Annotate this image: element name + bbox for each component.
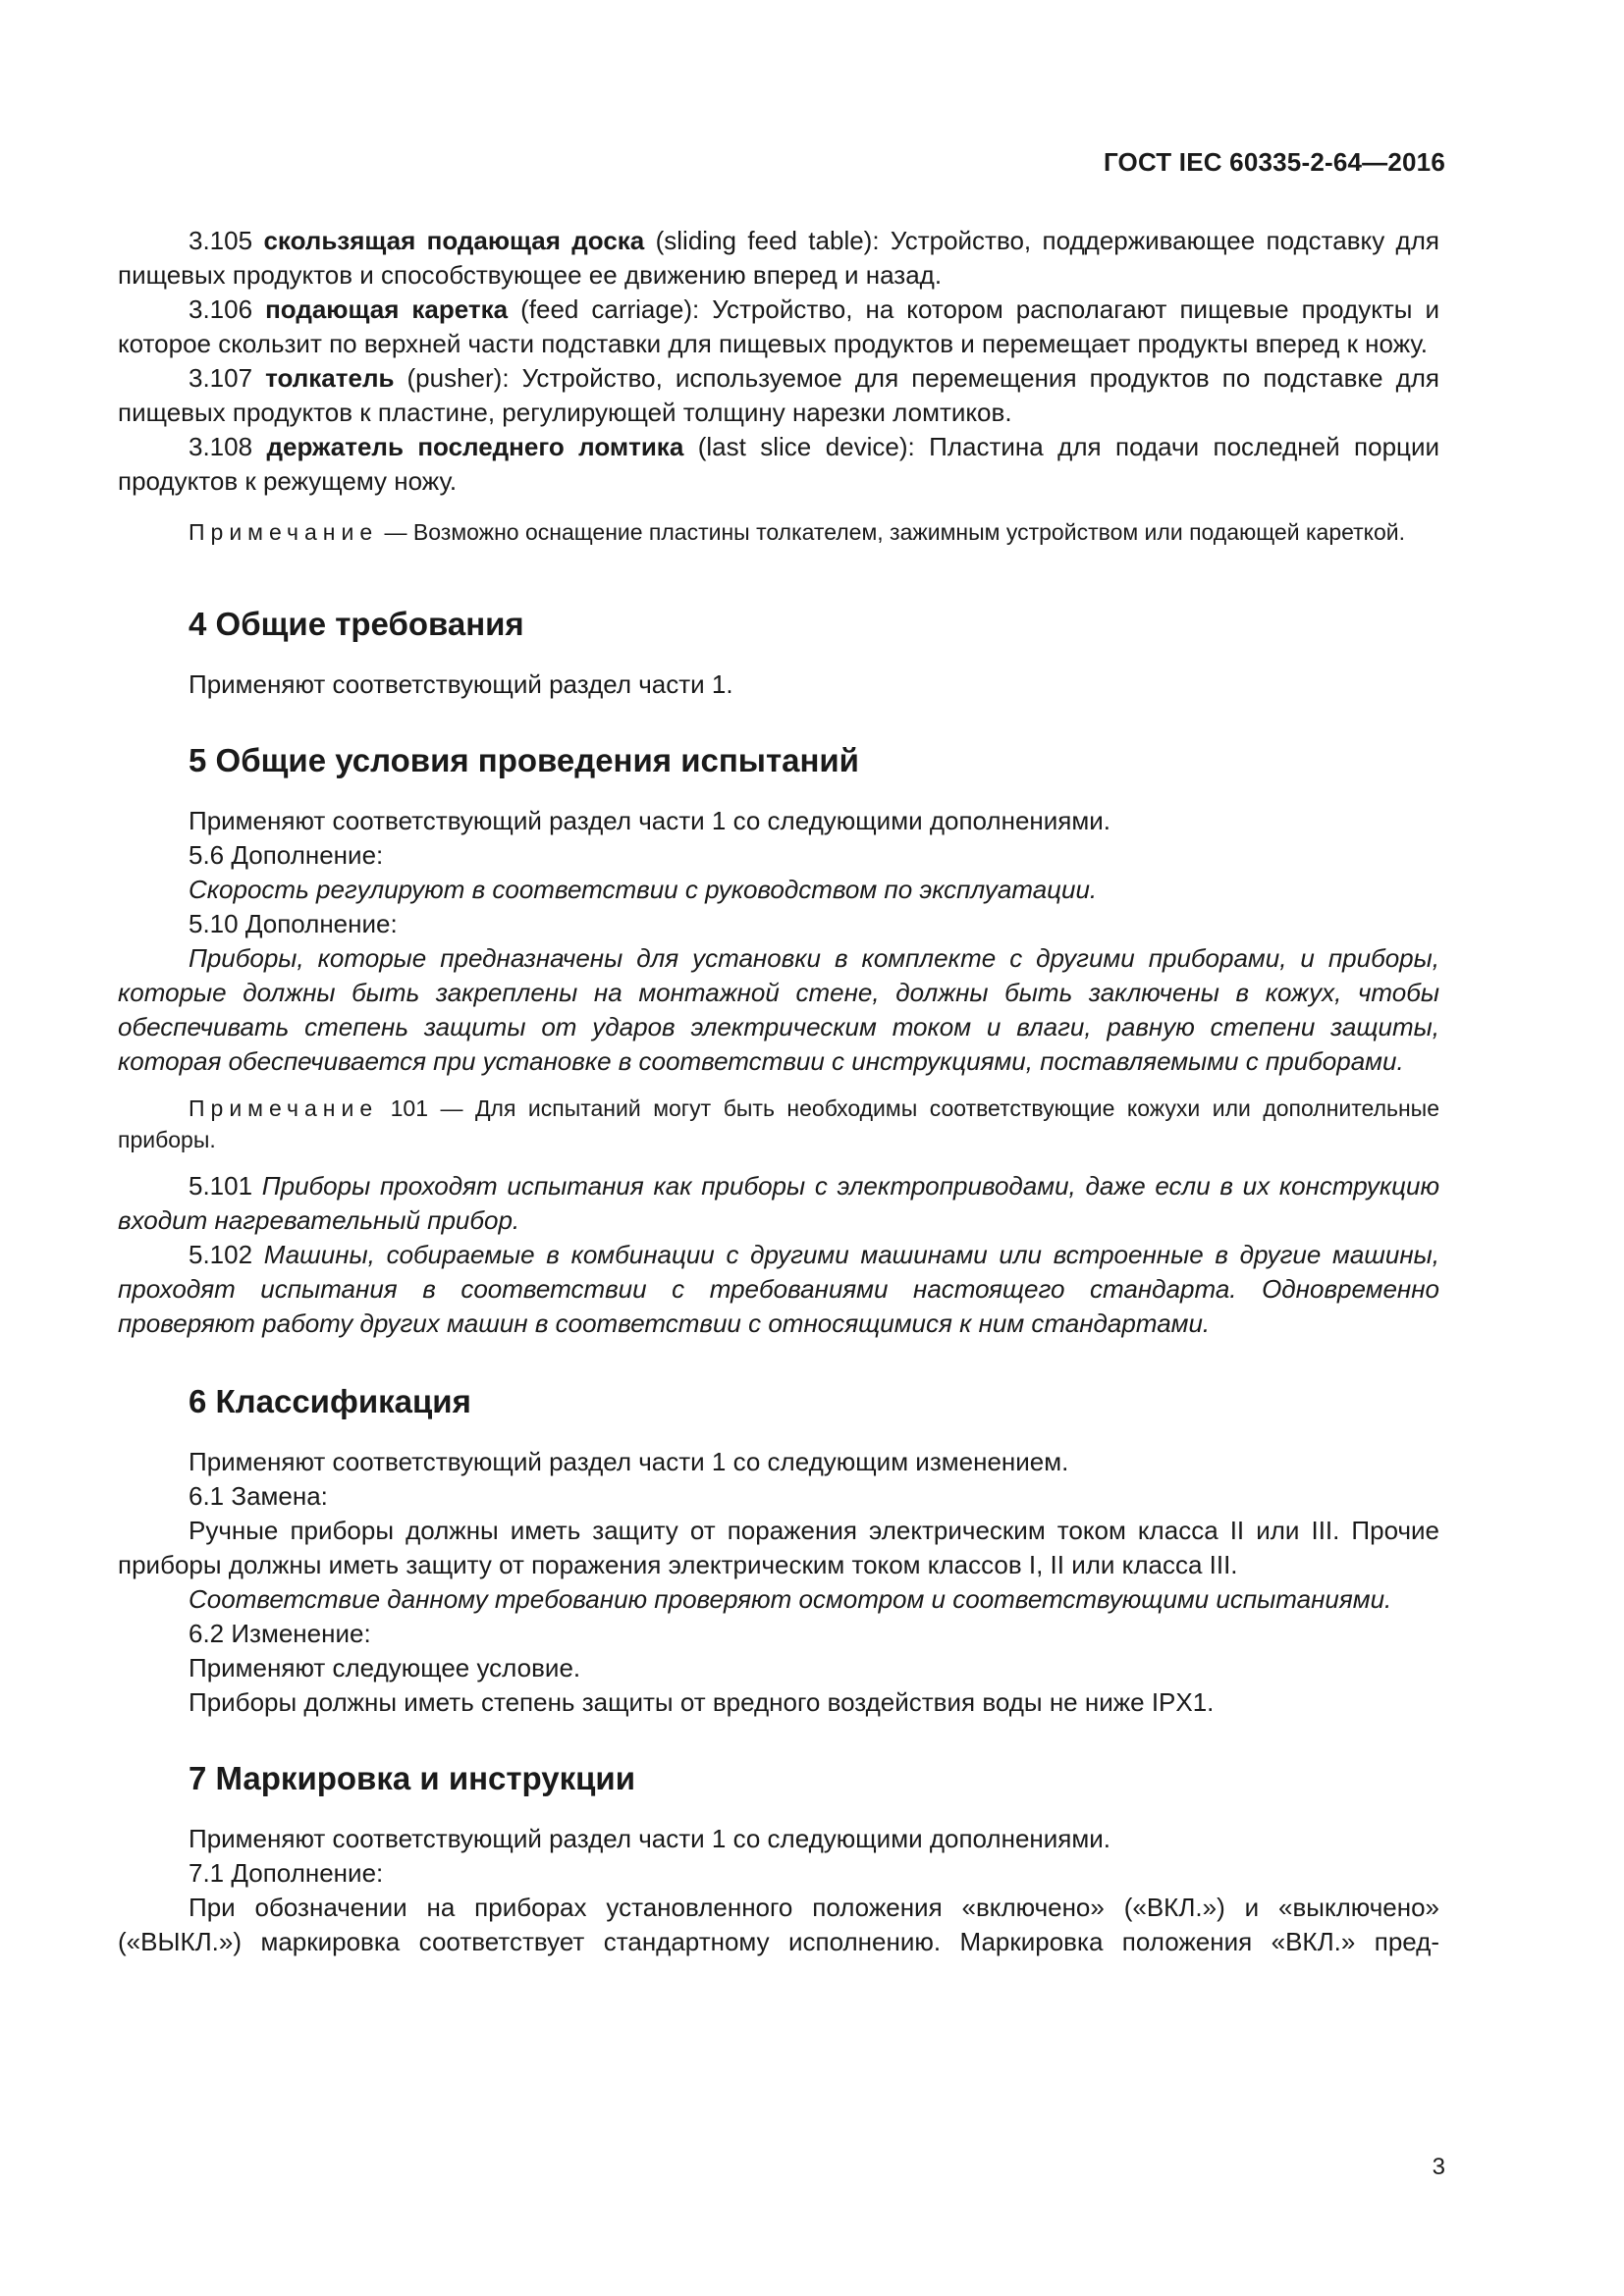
paragraph: 6.2 Изменение: [189,1619,371,1648]
paragraph: 6.1 Замена: [189,1481,328,1511]
term: держатель последнего ломтика [266,432,684,461]
paragraph: Применяют соответствующий раздел части 1 со следующим изменением. [189,1447,1069,1476]
definition-3-106: 3.106 подающая каретка (feed carriage): Устройство, на котором располагают пищевые продукты и которое скользит по верхней части подставки для пищевых продуктов и перемещает продукты вперед к ножу. [118,294,1440,358]
paragraph: Приборы должны иметь степень защиты от вредного воздействия воды не ниже IPX1. [189,1687,1215,1717]
paragraph: 5.6 Дополнение: [189,840,384,870]
paragraph: 7.1 Дополнение: [189,1858,384,1888]
paragraph: Применяют соответствующий раздел части 1 со следующими дополнениями. [189,806,1110,835]
note: Примечание — Возможно оснащение пластины толкателем, зажимным устройством или подающей кареткой. [189,519,1406,545]
section-heading-4: 4 Общие требования [189,606,524,642]
section-heading-6: 6 Классификация [189,1383,471,1419]
paragraph: Применяют следующее условие. [189,1653,581,1682]
definition-3-108: 3.108 держатель последнего ломтика (last slice device): Пластина для подачи последней порции продуктов к режущему ножу. [118,432,1439,496]
document-body [118,224,1439,1959]
section-heading-7: 7 Маркировка и инструкции [189,1760,636,1796]
paragraph: Применяют соответствующий раздел части 1. [189,669,733,699]
term: толкатель [265,363,395,393]
document-code: ГОСТ IEC 60335-2-64—2016 [1103,147,1445,177]
paragraph: Соответствие данному требованию проверяют осмотром и соответствующими испытаниями. [189,1584,1392,1614]
paragraph: Применяют соответствующий раздел части 1 со следующими дополнениями. [189,1824,1110,1853]
paragraph: 5.102 Машины, собираемые в комбинации с другими машинами или встроенные в другие машины, проходят испытания в соответствии с требованиями настоящего стандарта. Одновременно проверяют работу других машин в соответствии с относящимися к ним стандартами. [118,1240,1439,1338]
page-number: 3 [1432,2154,1445,2180]
term: подающая каретка [265,294,509,324]
definition-3-105: 3.105 скользящая подающая доска (sliding feed table): Устройство, поддерживающее подставку для пищевых продуктов и способствующее ее движению вперед и назад. [118,226,1439,290]
paragraph: Ручные приборы должны иметь защиту от поражения электрическим током класса II или III. Прочие приборы должны иметь защиту от поражения электрическим током классов I, II или класса III. [118,1516,1439,1579]
section-heading-5: 5 Общие условия проведения испытаний [189,742,859,778]
paragraph: Приборы, которые предназначены для установки в комплекте с другими приборами, и приборы, которые должны быть закреплены на монтажной стене, должны быть заключены в кожух, чтобы обеспечивать степень защиты от ударов электрическим током и влаги, равную степени защиты, которая обеспечивается при установке в соответствии с инструкциями, поставляемыми с приборами. [118,943,1439,1076]
paragraph: При обозначении на приборах установленного положения «включено» («ВКЛ.») и «выключено» («ВЫКЛ.») маркировка соответствует стандартному исполнению. Маркировка положения «ВКЛ.» пред- [118,1893,1439,1956]
note: Примечание 101 — Для испытаний могут быть необходимы соответствующие кожухи или дополнительные приборы. [118,1095,1439,1152]
paragraph: 5.101 Приборы проходят испытания как приборы с электроприводами, даже если в их конструкцию входит нагревательный прибор. [118,1171,1439,1235]
paragraph: Скорость регулируют в соответствии с руководством по эксплуатации. [189,875,1098,904]
definition-3-107: 3.107 толкатель (pusher): Устройство, используемое для перемещения продуктов по подставке для пищевых продуктов к пластине, регулирующей толщину нарезки ломтиков. [118,363,1440,427]
term: скользящая подающая доска [263,226,645,255]
paragraph: 5.10 Дополнение: [189,909,398,938]
